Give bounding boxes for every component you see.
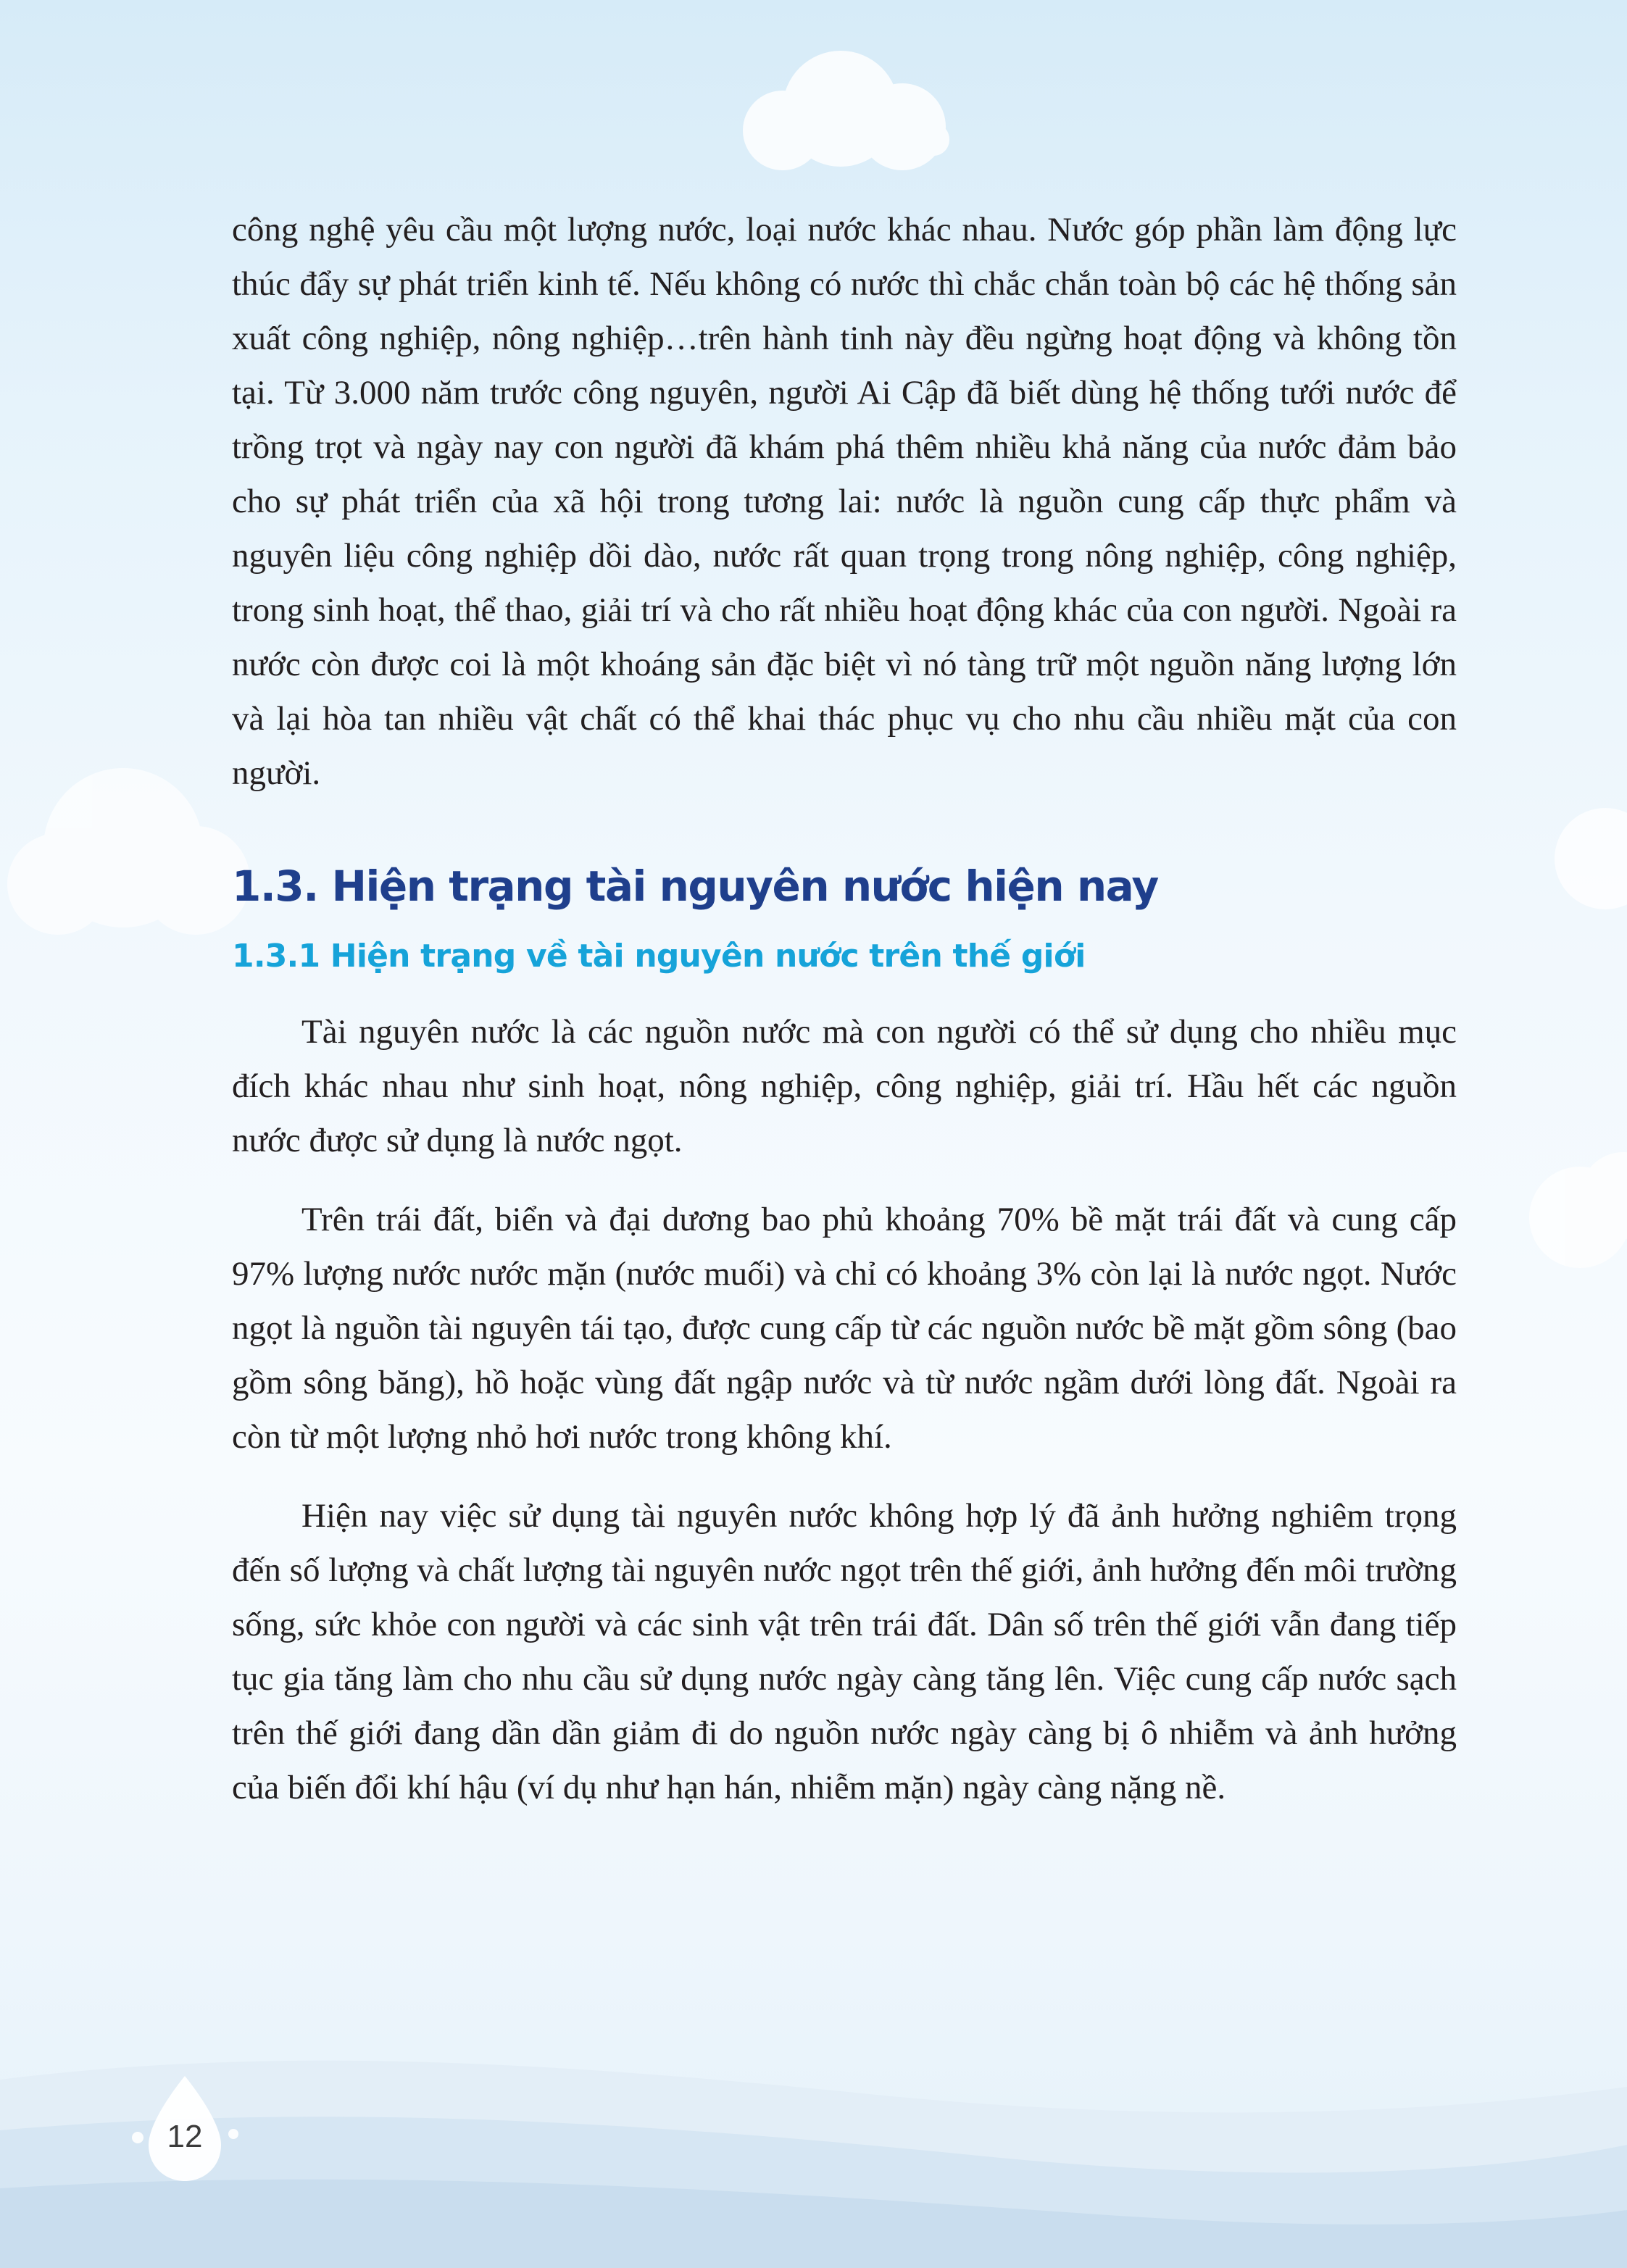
page-content: [232, 203, 1457, 1815]
cloud-top-decoration: [743, 51, 949, 170]
subsection-heading: 1.3.1 Hiện trạng về tài nguyên nước trên thế giới: [232, 938, 1086, 975]
page-number: 12: [167, 2119, 203, 2154]
cloud-left-decoration: [7, 768, 254, 935]
cloud-right-decoration: [1529, 808, 1627, 1268]
body-paragraph: Tài nguyên nước là các nguồn nước mà con người có thể sử dụng cho nhiều mục đích khác nhau như sinh hoạt, nông nghiệp, công nghiệp, giải trí. Hầu hết các nguồn nước được sử dụng là nước ngọt.: [232, 1013, 1457, 1159]
section-heading: 1.3. Hiện trạng tài nguyên nước hiện nay: [232, 862, 1158, 911]
page-number-badge: [138, 2080, 232, 2181]
body-paragraph: Trên trái đất, biển và đại dương bao phủ khoảng 70% bề mặt trái đất và cung cấp 97% lượng nước nước mặn (nước muối) và chỉ có khoảng 3% còn lại là nước ngọt. Nước ngọt là nguồn tài nguyên tái tạo, được cung cấp từ các nguồn nước bề mặt gồm sông (bao gồm sông băng), hồ hoặc vùng đất ngập nước và từ nước ngầm dưới lòng đất. Ngoài ra còn từ một lượng nhỏ hơi nước trong không khí.: [232, 1201, 1457, 1456]
intro-paragraph: công nghệ yêu cầu một lượng nước, loại nước khác nhau. Nước góp phần làm động lực thúc đẩy sự phát triển kinh tế. Nếu không có nước thì chắc chắn toàn bộ các hệ thống sản xuất công nghiệp, nông nghiệp…trên hành tinh này đều ngừng hoạt động và không tồn tại. Từ 3.000 năm trước công nguyên, người Ai Cập đã biết dùng hệ thống tưới nước để trồng trọt và ngày nay con người đã khám phá thêm nhiều khả năng của nước đảm bảo cho sự phát triển của xã hội trong tương lai: nước là nguồn cung cấp thực phẩm và nguyên liệu công nghiệp dồi dào, nước rất quan trọng trong nông nghiệp, công nghiệp, trong sinh hoạt, thể thao, giải trí và cho rất nhiều hoạt động khác của con người. Ngoài ra nước còn được coi là một khoáng sản đặc biệt vì nó tàng trữ một nguồn năng lượng lớn và lại hòa tan nhiều vật chất có thể khai thác phục vụ cho nhu cầu nhiều mặt của con người.: [232, 211, 1457, 792]
body-paragraph: Hiện nay việc sử dụng tài nguyên nước không hợp lý đã ảnh hưởng nghiêm trọng đến số lượng và chất lượng tài nguyên nước ngọt trên thế giới, ảnh hưởng đến môi trường sống, sức khỏe con người và các sinh vật trên trái đất. Dân số trên thế giới vẫn đang tiếp tục gia tăng làm cho nhu cầu sử dụng nước ngày càng tăng lên. Việc cung cấp nước sạch trên thế giới đang dần dần giảm đi do nguồn nước ngày càng bị ô nhiễm và ảnh hưởng của biến đổi khí hậu (ví dụ như hạn hán, nhiễm mặn) ngày càng nặng nề.: [232, 1497, 1457, 1806]
